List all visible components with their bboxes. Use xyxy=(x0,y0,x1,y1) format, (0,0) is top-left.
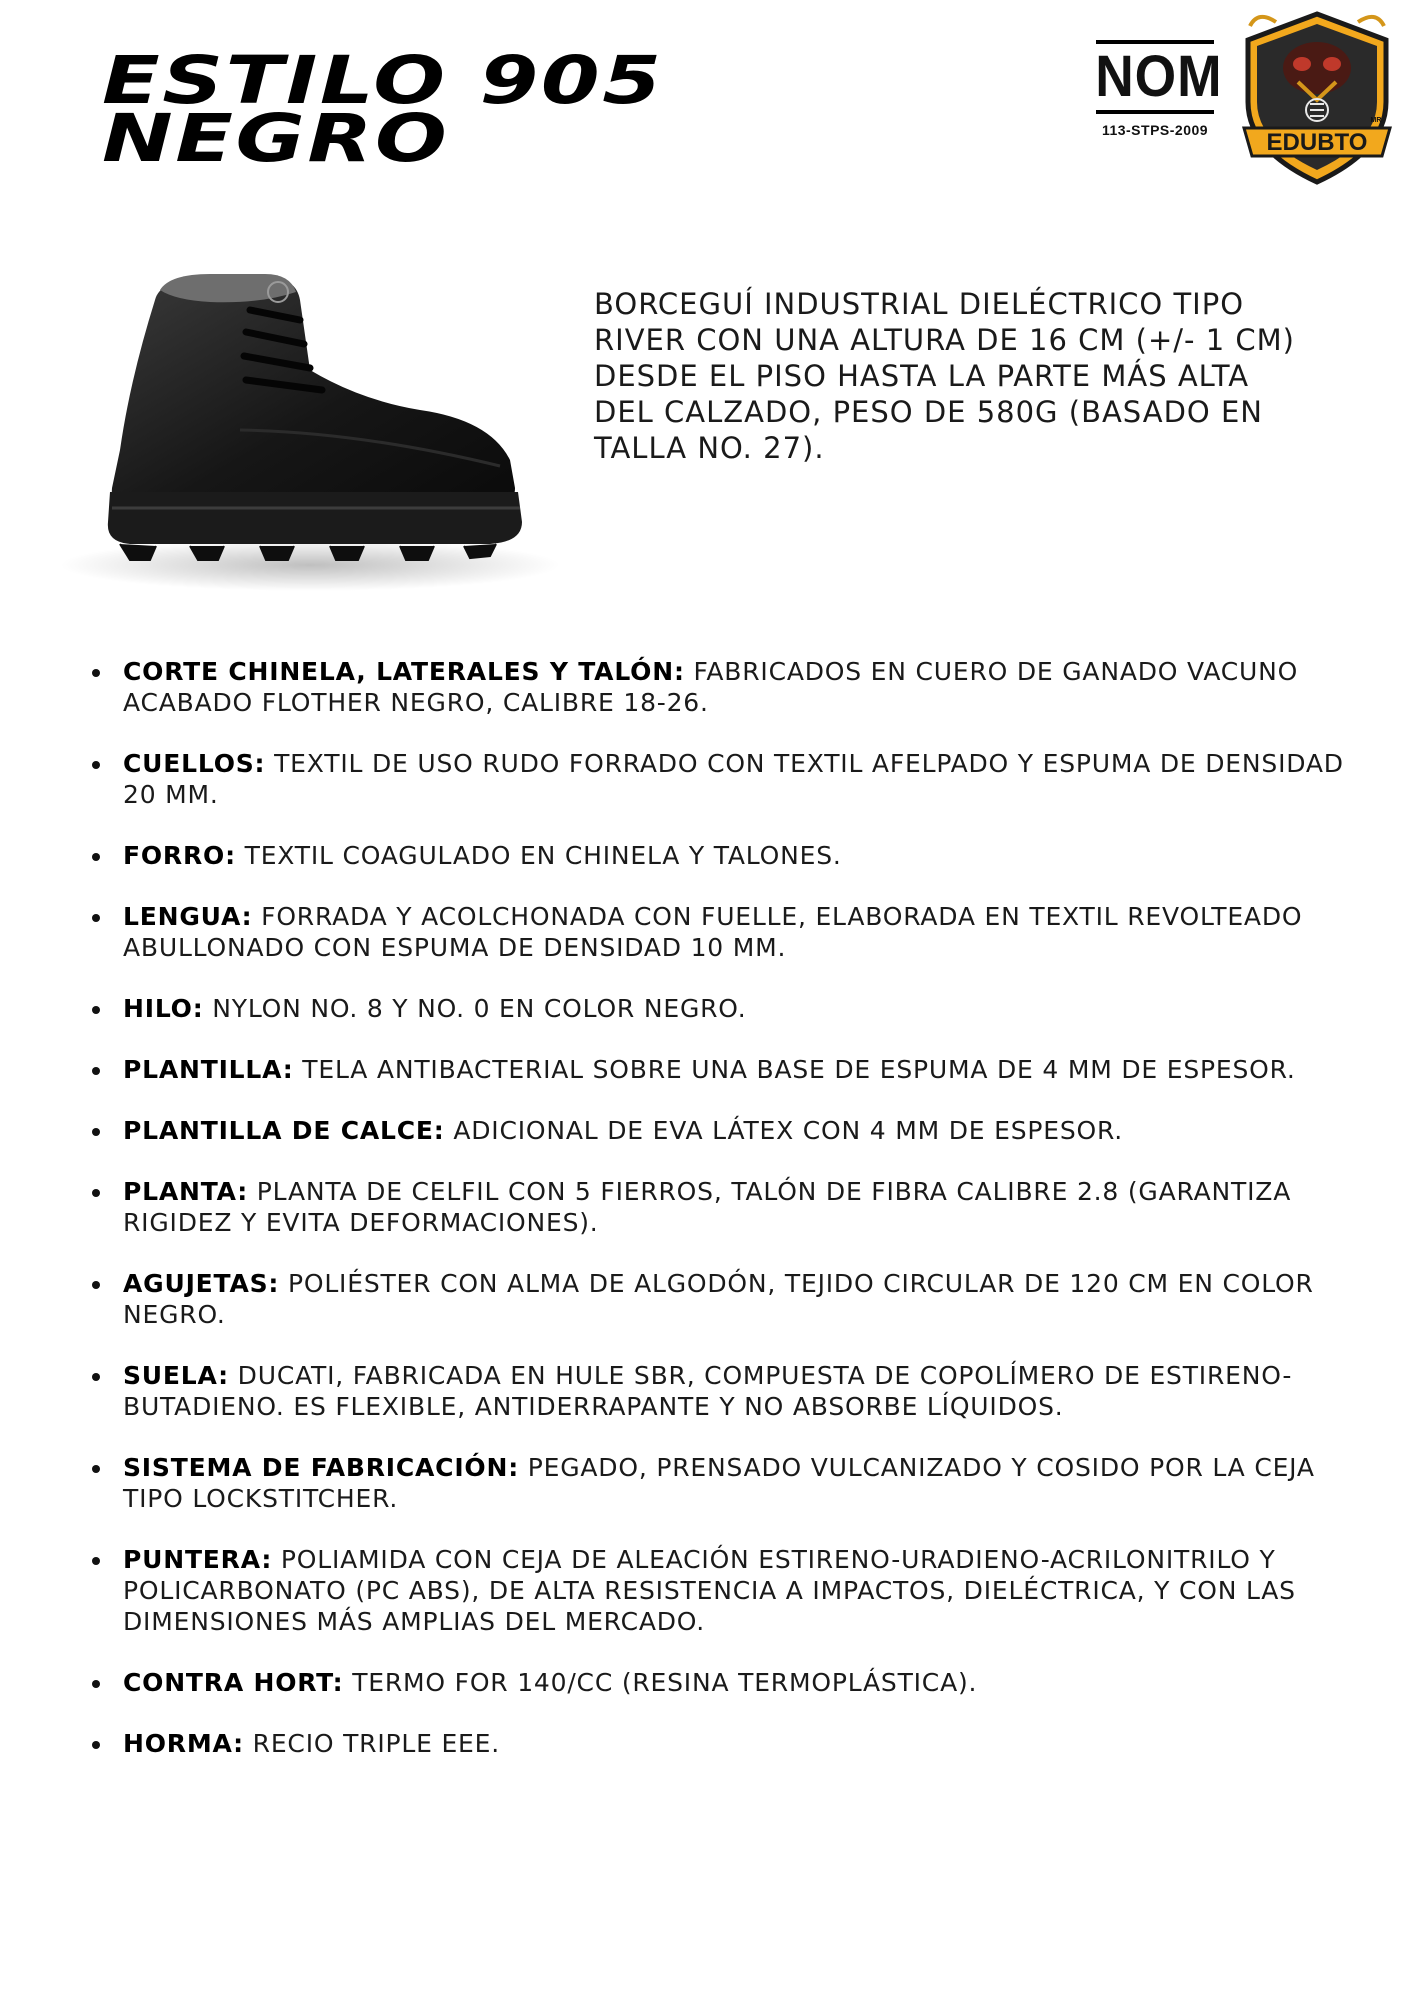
list-item xyxy=(88,840,1358,871)
nom-bottom-rule xyxy=(1096,110,1214,114)
brand-name: EDUBTO xyxy=(1266,129,1368,156)
spec-text: TELA ANTIBACTERIAL SOBRE UNA BASE DE ESPUMA DE 4 MM DE ESPESOR. xyxy=(293,1055,1296,1084)
title-line-1: ESTILO 905 xyxy=(102,42,664,119)
spec-text: ADICIONAL DE EVA LÁTEX CON 4 MM DE ESPESOR. xyxy=(444,1116,1124,1145)
spec-text: RECIO TRIPLE EEE. xyxy=(243,1729,500,1758)
spec-label: FORRO: xyxy=(123,841,236,870)
spec-text: TERMO FOR 140/CC (RESINA TERMOPLÁSTICA). xyxy=(343,1668,978,1697)
spec-label: CONTRA HORT: xyxy=(123,1668,344,1697)
spec-text: PLANTA DE CELFIL CON 5 FIERROS, TALÓN DE FIBRA CALIBRE 2.8 (GARANTIZA RIGIDEZ Y EVITA DEFORMACIONES). xyxy=(123,1177,1292,1237)
list-item xyxy=(88,993,1358,1024)
list-item xyxy=(88,901,1358,963)
spec-label: HILO: xyxy=(123,994,204,1023)
spec-text: DUCATI, FABRICADA EN HULE SBR, COMPUESTA DE COPOLÍMERO DE ESTIRENO-BUTADIENO. ES FLEXIBLE, ANTIDERRAPANTE Y NO ABSORBE LÍQUIDOS. xyxy=(123,1361,1293,1421)
spec-text: FABRICADOS EN CUERO DE GANADO VACUNO ACABADO FLOTHER NEGRO, CALIBRE 18-26. xyxy=(123,657,1299,717)
spec-label: PUNTERA: xyxy=(123,1545,273,1574)
list-item xyxy=(88,1452,1358,1514)
spec-text: POLIAMIDA CON CEJA DE ALEACIÓN ESTIRENO-URADIENO-ACRILONITRILO Y POLICARBONATO (PC ABS), DE ALTA RESISTENCIA A IMPACTOS, DIELÉCTRICA, Y CON LAS DIMENSIONES MÁS AMPLIAS DEL MERCADO. xyxy=(123,1545,1296,1636)
spec-text: NYLON NO. 8 Y NO. 0 EN COLOR NEGRO. xyxy=(203,994,747,1023)
product-description: BORCEGUÍ INDUSTRIAL DIELÉCTRICO TIPO RIVER CON UNA ALTURA DE 16 CM (+/- 1 CM) DESDE EL PISO HASTA LA PARTE MÁS ALTA DEL CALZADO, PESO DE 580G (BASADO EN TALLA NO. 27). xyxy=(594,287,1295,465)
edubto-logo xyxy=(1236,10,1398,186)
list-item xyxy=(88,656,1358,718)
registered-mark: MR xyxy=(1370,117,1382,124)
spec-label: HORMA: xyxy=(123,1729,244,1758)
spec-text: TEXTIL COAGULADO EN CHINELA Y TALONES. xyxy=(235,841,842,870)
list-item xyxy=(88,1667,1358,1698)
spec-label: CORTE CHINELA, LATERALES Y TALÓN: xyxy=(123,657,685,686)
nom-label: NOM xyxy=(1095,44,1223,109)
product-title xyxy=(102,42,664,177)
spec-label: PLANTILLA DE CALCE: xyxy=(123,1116,445,1145)
list-item xyxy=(88,1176,1358,1238)
spec-text: TEXTIL DE USO RUDO FORRADO CON TEXTIL AFELPADO Y ESPUMA DE DENSIDAD 20 MM. xyxy=(123,749,1344,809)
spec-text: FORRADA Y ACOLCHONADA CON FUELLE, ELABORADA EN TEXTIL REVOLTEADO ABULLONADO CON ESPUMA DE DENSIDAD 10 MM. xyxy=(123,902,1303,962)
spec-label: SUELA: xyxy=(123,1361,229,1390)
spec-label: PLANTA: xyxy=(123,1177,249,1206)
list-item xyxy=(88,748,1358,810)
spec-label: PLANTILLA: xyxy=(123,1055,294,1084)
list-item xyxy=(88,1728,1358,1759)
spec-text: POLIÉSTER CON ALMA DE ALGODÓN, TEJIDO CIRCULAR DE 120 CM EN COLOR NEGRO. xyxy=(123,1269,1314,1329)
title-line-2: NEGRO xyxy=(102,100,450,177)
spec-label: LENGUA: xyxy=(123,902,253,931)
spec-label: CUELLOS: xyxy=(123,749,266,778)
nom-code: 113-STPS-2009 xyxy=(1101,122,1209,138)
list-item xyxy=(88,1115,1358,1146)
spec-label: SISTEMA DE FABRICACIÓN: xyxy=(123,1453,519,1482)
nom-certification-badge xyxy=(1090,40,1223,138)
list-item xyxy=(88,1268,1358,1330)
list-item xyxy=(88,1544,1358,1637)
boot-image xyxy=(60,260,580,600)
list-item xyxy=(88,1054,1358,1085)
spec-list xyxy=(88,656,1358,1789)
spec-text: PEGADO, PRENSADO VULCANIZADO Y COSIDO POR LA CEJA TIPO LOCKSTITCHER. xyxy=(123,1453,1315,1513)
list-item xyxy=(88,1360,1358,1422)
spec-label: AGUJETAS: xyxy=(123,1269,280,1298)
